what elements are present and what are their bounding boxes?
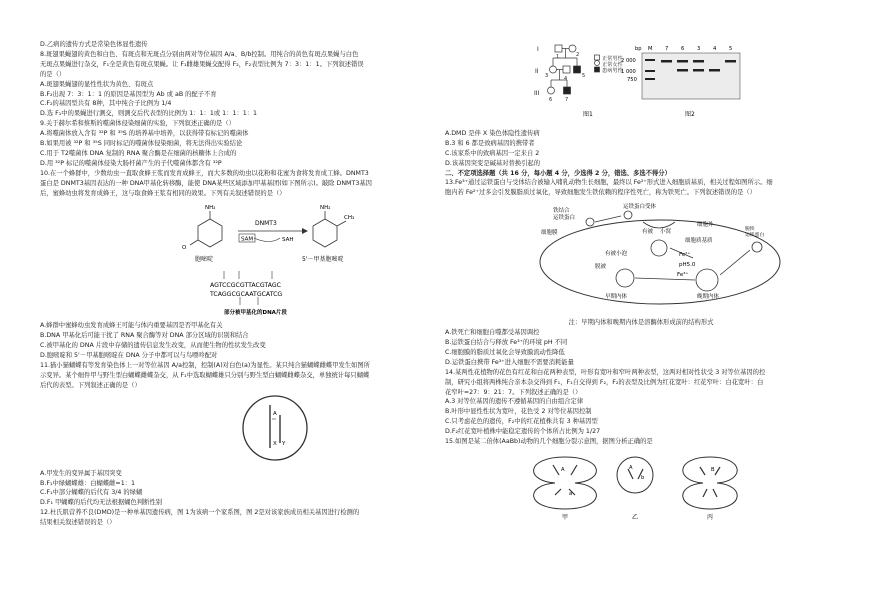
cytosine-structure [190, 211, 222, 247]
label-pit: 小窝 [660, 229, 672, 236]
q8-stem-line: 无斑点果蝇进行杂交，F₁全是黄色有斑点果蝇。让 F₁雌雄果蝇交配得 F₂，F₂表型比例为 7：3：1：1。下列叙述错误 [40, 60, 364, 68]
legend-normal-male: 正常男性 [602, 56, 623, 62]
q8-option-d: D.选 F₁中的果蝇进行测交，则测交后代表型的比例为 1：1：1或 1：1：1：1 [40, 110, 258, 118]
figure-2-caption: 图2 [685, 111, 695, 118]
q13-stem-line: 胞内若 Fe²⁺过多会引发膜脂质过氧化，导致细胞发生铁依赖的程序性死亡，称为铁死亡。下列叙述错误的是（） [445, 189, 756, 197]
methyl-nh2: NH₂ [320, 204, 331, 211]
question-14 [445, 368, 837, 437]
question-9 [40, 119, 435, 169]
q10-option-a: A.蜂群中蜜蜂幼虫发育成蜂王可能与体内重要基因是否甲基化有关 [40, 322, 223, 330]
q11-stem-line: 11.猫小猫蝴蝶有等发育染色体上一对等位基因 A/a控制，控制(A)对白色(a)为显性。某只纯合猫蝴蝶雌蝶甲发生如图所 [40, 362, 370, 370]
gel-body [642, 53, 740, 99]
gene-a-label: A [273, 410, 277, 417]
q14-stem-line: 制，研究小组将两株纯合亲本杂交得到 F₁，F₁自交得到 F₂，F₂的表型及比例为红花宽叶：红花窄叶：白花宽叶：白 [445, 378, 764, 386]
q10-stem-line: 后，蜜蜂幼虫将发育成蜂王，这与取食蜂王浆有相同的效果。下列有关叙述错误的是（） [40, 189, 286, 197]
q12-figures [445, 40, 837, 125]
q15-stem-line: 15.如图是某二倍体(AaBb)动物的几个细胞分裂示意图，据图分析正确的是 [445, 438, 653, 446]
q14-stem-line: 14.某两性花植物的花色有红花和白花两种表型，叶形有宽叶和窄叶两种表型，这两对相对性状受 3 对等位基因的控 [445, 368, 766, 376]
right-column [445, 40, 837, 527]
q9-option-b: B.如果用被 ³²P 和 ³⁵S 同时标记的噬菌体侵染细菌，将无法得出实验结论 [40, 140, 243, 148]
q9-option-c: C.用于 T2噬菌体 DNA 复制的 RNA 聚合酶是在细菌的核糖体上合成的 [40, 149, 237, 157]
question-11 [40, 361, 435, 508]
legend-normal-female: 正常女性 [602, 62, 623, 68]
q8-option-c: C.F₂的基因型共有 8种，其中纯合子比例为 1/4 [40, 100, 172, 108]
sam-label: SAM [241, 236, 254, 242]
cytosine-nh2: NH₂ [205, 204, 216, 211]
ladder-750: 750 [627, 77, 637, 83]
cell-caption-yi: 乙 [632, 513, 639, 521]
label-fe2: Fe²⁺ [679, 252, 691, 259]
question-15 [445, 437, 837, 527]
q12-stem-line: 结果相关叙述错误的是（） [40, 519, 116, 527]
gel-lane-label: 4 [713, 46, 717, 52]
gel-lane-label: 7 [665, 46, 669, 52]
gel-lane-label: 6 [681, 46, 685, 52]
q10-stem-line: 10.在一个蜂群中，少数幼虫一直取食蜂王浆而发育成蜂王，而大多数的幼虫以花粉和花蜜为食将发育成工蜂。DNMT3 [40, 169, 369, 177]
gel-marker-label: M [648, 46, 653, 52]
q12-option-a: A.DMD 是伴 X 染色体隐性遗传病 [445, 129, 540, 137]
sam-curve [254, 238, 280, 242]
q8-option-a: A.斑翅果蝇翅的显性性状为黄色、有斑点 [40, 80, 154, 88]
ped-num-7: 7 [565, 97, 569, 103]
q10-stem-line: 蛋白是 DNMT3基因表达的一种 DNA甲基化转移酶，能使 DNA某些区域添加甲基基团(如下图所示)。敲除 DNMT3基因 [40, 179, 372, 187]
methylation-figure [40, 201, 435, 316]
q12-option-d: D.该基因突变是碱基对替换引起的 [445, 159, 541, 167]
q13-option-a: A.铁死亡和细胞自噬都受基因调控 [445, 329, 540, 337]
question-13 [445, 178, 837, 367]
q14-option-c: C.只考虑花色的遗传，F₂中的红花植株共有 3 种基因型 [445, 418, 598, 426]
iron-transport-figure [445, 200, 837, 312]
legend-affected-male: 患病男性 [602, 68, 623, 74]
q13-option-c: C.细胞膜的脂质过氧化会导致膜流动性降低 [445, 348, 565, 356]
q14-option-a: A.3 对等位基因的遗传不遵循基因的自由组合定律 [445, 398, 584, 406]
gene-label-a2: a [569, 490, 573, 497]
methylcytosine-label: 5'－甲基胞嘧啶 [302, 255, 344, 263]
ped-num-3: 3 [545, 73, 549, 79]
gel-bp-label: bp [635, 46, 642, 52]
label-membrane: 细胞膜 [541, 230, 558, 237]
label-ph: pH5.0 [679, 262, 696, 269]
dna-seq-top: AGTCCGCGTTACGTAGC [210, 281, 281, 289]
pedigree-i1-male [555, 45, 562, 52]
q12-option-b: B.3 和 6 都是致病基因的携带者 [445, 139, 535, 147]
chromosome-marks [553, 465, 720, 497]
legend-female-icon [595, 61, 600, 66]
label-early-endosome: 早期内体 [605, 294, 628, 301]
sah-label: SAH [282, 236, 294, 243]
label-receptor: 运铁蛋白受体 [623, 204, 657, 211]
q13-option-d: D.运铁蛋白携带 Fe³⁺进入细胞不需要消耗能量 [445, 358, 574, 366]
q14-stem-line: 花窄叶=27：9：21：7。下列叙述正确的是（） [445, 388, 582, 396]
label-outside: 细胞外 [697, 222, 714, 229]
section-2-heading: 二、不定项选择题（共 16 分，每小题 4 分，少选得 2 分，错选、多选不得分） [445, 169, 671, 177]
q11-stem-line: 示变异。某个细件甲与野生型白蝴蝶雌蝶杂交，从 F₁中选取蝴蝶雄只分别与野生型白蝴蝶雌蝶杂交，单独统计每只蝴蝶 [40, 371, 370, 379]
label-apo2: 运铁蛋白 [745, 233, 765, 239]
gel-lane-label: 3 [697, 46, 701, 52]
q14-option-d: D.F₂红花宽叶植株中能稳定遗传的个体所占比例为 1/27 [445, 428, 601, 436]
cytosine-o: O [182, 244, 187, 251]
q8-option-b: B.F₂出现 7：3：1：1 的原因是基因型为 Ab 或 aB 的配子不育 [40, 90, 217, 98]
q13-option-b: B.运铁蛋白结合与释放 Fe³⁺的环境 pH 不同 [445, 338, 568, 346]
label-fe3: Fe³⁺ [677, 272, 689, 279]
cytosine-label: 胞嘧啶 [195, 255, 214, 263]
ped-num-2: 2 [576, 52, 580, 58]
q10-option-b: B.DNA 甲基化后可能干扰了 RNA 聚合酶等对 DNA 部分区域的识别和结合 [40, 332, 249, 340]
q10-option-d: D.胞嘧啶和 5'－甲基胞嘧啶在 DNA 分子中都可以与鸟嘌呤配对 [40, 352, 218, 360]
q9-option-d: D.用 ³²P 标记的噬菌体侵染大肠杆菌产生的子代噬菌体都含有 ³²P [40, 159, 222, 167]
chromosome-x-label: X [273, 440, 277, 447]
left-column [40, 40, 435, 528]
gene-label-a1: A [561, 466, 565, 473]
question-12 [40, 508, 435, 528]
q13-figure-note: 注：早期内体和晚期内体是溶酶体形成前的结构形式 [568, 319, 714, 327]
q10-option-c: C.被甲基化的 DNA 片段中存储的遗传信息发生改变，从而使生物的性状发生改变 [40, 342, 266, 350]
q11-option-b: B.F₁中绿蝴蝶雄：白蝴蝶雌=1：1 [40, 479, 136, 487]
cell-outlines [534, 457, 738, 509]
question-8 [40, 50, 435, 119]
pedigree-iii6-female [548, 87, 555, 94]
pedigree-i2-female [569, 45, 576, 52]
pedigree-ii3-female [550, 66, 557, 73]
dna-seq-bottom: TCAGGCGCAATGCATCG [210, 290, 283, 298]
q11-option-a: A.甲发生的变异属于基因突变 [40, 469, 122, 477]
label-cytoplasm: 细胞质基质 [685, 238, 713, 245]
q11-stem-line: 后代的表型。下列叙述正确的是（） [40, 381, 141, 389]
chromosome-cell-figure [40, 393, 435, 463]
cell-outline [243, 396, 307, 460]
q11-option-c: C.F₁中部分蝴蝶的后代有 3/4 的绿蝴 [40, 489, 143, 497]
legend-male-icon [595, 55, 600, 60]
legend-affected-icon [595, 67, 600, 72]
label-uncoat: 脱被 [595, 264, 607, 271]
label-coated-vesicle: 有被小泡 [605, 251, 628, 258]
label-coated: 有被 [642, 229, 654, 236]
gen-3-label: III [534, 90, 540, 97]
label-iron-binding: 铁结合 [553, 208, 570, 215]
dna-caption: 部分被甲基化的DNA片段 [224, 309, 287, 316]
figure-1-caption: 图1 [583, 111, 593, 118]
label-transferrin: 运铁蛋白 [553, 215, 576, 222]
ladder-1000: 1 000 [621, 69, 636, 75]
pedigree-chart [534, 45, 624, 103]
q14-option-b: B.叶形中显性性状为宽叶，花色受 2 对等位基因控制 [445, 408, 592, 416]
q9-stem-line: 9.关于赫尔希和蔡斯的噬菌体侵染细菌的实验，下列叙述正确的是（） [40, 120, 235, 128]
reaction-arrowhead [302, 228, 308, 234]
question-10 [40, 169, 435, 361]
gen-1-label: I [537, 46, 539, 53]
q8-stem-line: 8.斑翅果蝇翅的黄色和白色、有斑点和无斑点分别由两对等位基因 A/a、B/b控制。用纯合的黄色有斑点果蝇与白色 [40, 50, 359, 58]
q12-stem-line: 12.杜氏肌营养不良(DMD)是一种单基因遗传病，图 1为该病一个家系图，图 2是对该家族成员相关基因进行检测的 [40, 509, 360, 517]
q13-stem-line: 13.Fe³⁺通过运铁蛋白与受体结合被输入哺乳动物生长细胞，最终以 Fe²⁺形式进入细胞质基质，相关过程如图所示。细 [445, 179, 773, 187]
cell-caption-jia: 甲 [562, 513, 569, 521]
ped-num-4: 4 [564, 76, 568, 82]
ped-num-6: 6 [549, 97, 553, 103]
pedigree-ii4-male [563, 66, 570, 73]
gen-2-label: II [535, 68, 539, 75]
pedigree-iii7-male-affected [564, 87, 571, 94]
gene-label-a3: A [629, 464, 633, 471]
label-apo: 脱铁 [745, 227, 755, 233]
q8-stem-line: 的是（） [40, 70, 66, 78]
ladder-2000: 2 000 [621, 58, 636, 64]
gene-label-b: b [641, 474, 645, 481]
ped-num-1: 1 [556, 54, 560, 60]
label-late-endosome: 晚期内体 [697, 294, 720, 301]
ped-num-5: 5 [582, 73, 586, 79]
methylcytosine-structure [313, 211, 346, 247]
cell-caption-bing: 丙 [707, 513, 714, 521]
enzyme-label: DNMT3 [255, 219, 277, 227]
gel-electrophoresis [621, 46, 740, 99]
q8-tail-option: D.乙病的遗传方式是常染色体显性遗传 [40, 41, 148, 48]
gene-label-b2: B [711, 466, 715, 473]
methyl-ch3: CH₃ [344, 214, 355, 221]
chromosome-y-label: Y [282, 440, 286, 447]
q9-option-a: A.将噬菌体放入含有 ³²P 和 ³⁵S 的培养基中培养，以获得带有标记的噬菌体 [40, 130, 249, 138]
q12-option-c: C.该家系中的致病基因一定来自 2 [445, 149, 540, 157]
pedigree-ii5-male-affected [574, 66, 581, 73]
cell-division-figure [445, 449, 837, 521]
gel-lane-label: 5 [729, 46, 733, 52]
q11-option-d: D.F₁ 甲蝴蝶的后代均无法根据蝴色判断性别 [40, 499, 163, 507]
